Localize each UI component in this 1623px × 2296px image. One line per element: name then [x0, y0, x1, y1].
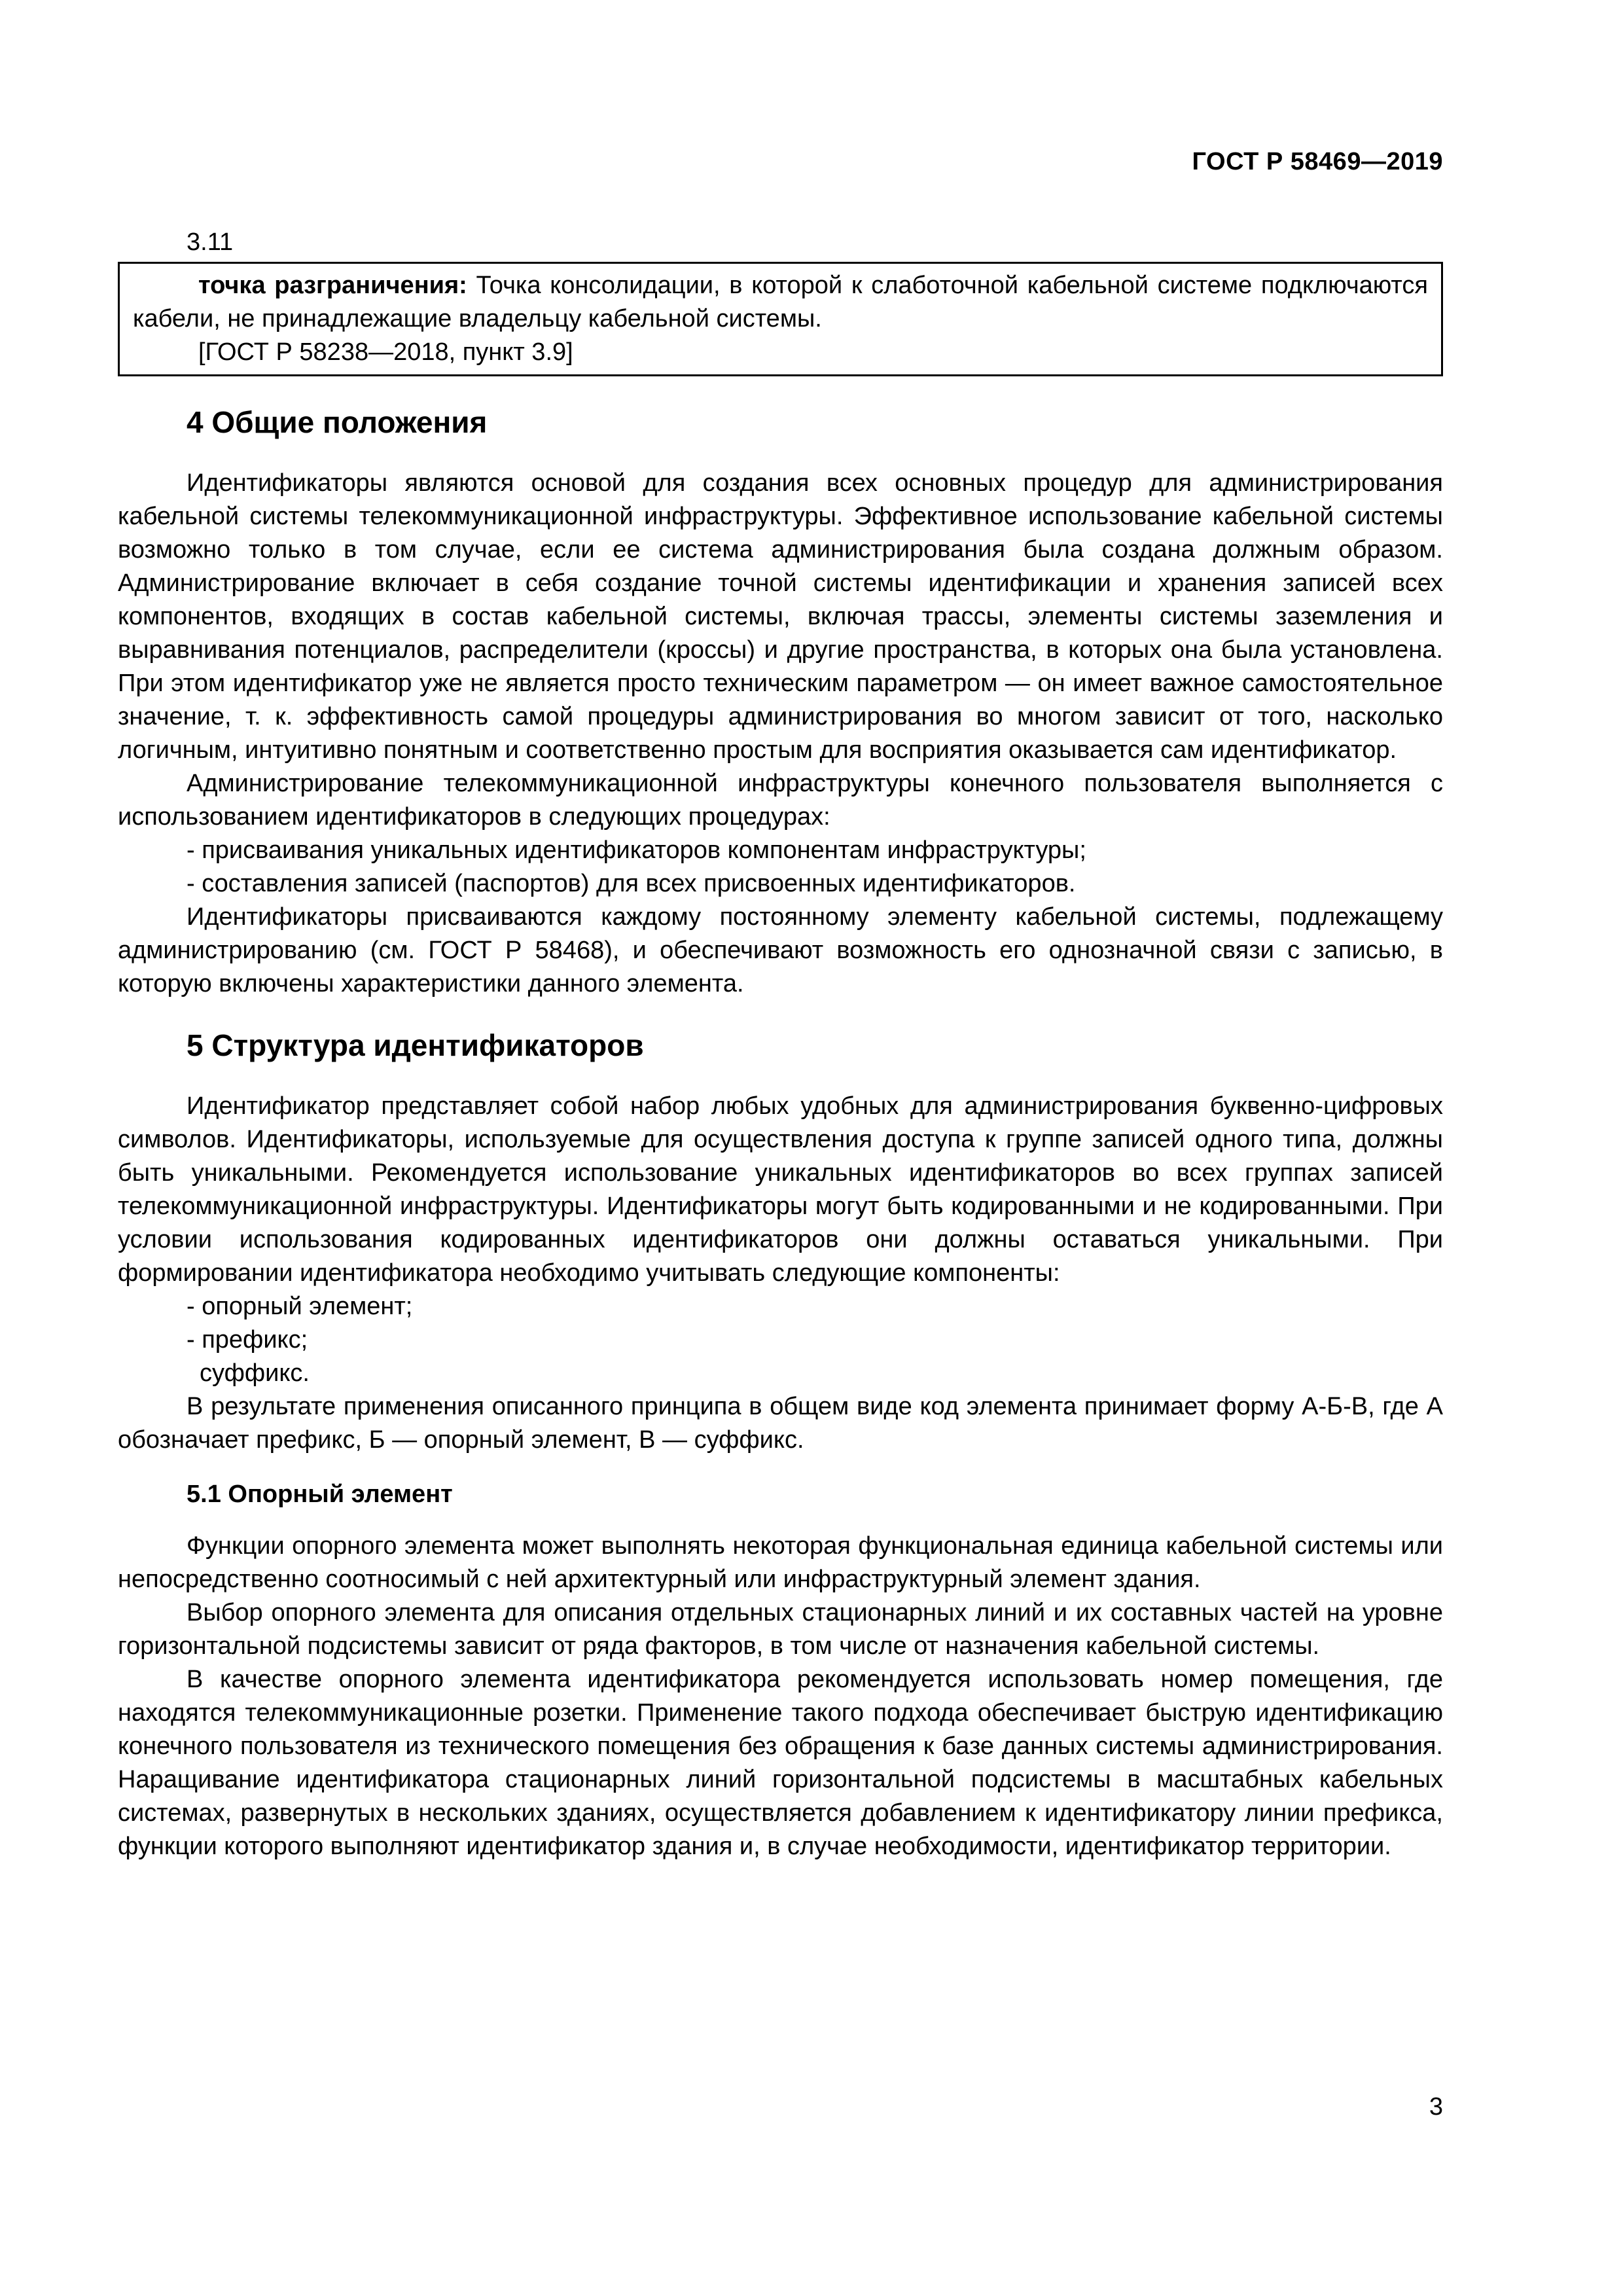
- term-number: 3.11: [187, 228, 234, 256]
- section-5-1-paragraph: Выбор опорного элемента для описания отдельных стационарных линий и их составных частей на уровне горизонтальной подсистемы зависит от ряда факторов, в том числе от назначения кабельной системы.: [118, 1599, 1443, 1660]
- list-item: - префикс;: [187, 1326, 308, 1354]
- list-item: - опорный элемент;: [187, 1293, 413, 1320]
- section-4-paragraph: Идентификаторы присваиваются каждому постоянному элементу кабельной системы, подлежащему администрированию (см. ГОСТ Р 58468), и обеспечивают возможность его однозначной связи с записью, в которую включены характеристики данного элемента.: [118, 903, 1443, 997]
- list-item: - присваивания уникальных идентификаторов компонентам инфраструктуры;: [187, 836, 1086, 864]
- page-number: 3: [1429, 2093, 1443, 2121]
- section-4-paragraph: Идентификаторы являются основой для создания всех основных процедур для администрирования кабельной системы телекоммуникационной инфраструктуры. Эффективное использование кабельной системы возможно только в том случае, если ее система администрирования была создана должным образом. Администрирование включает в себя создание точной системы идентификации и хранения записей всех компонентов, входящих в состав кабельной системы, включая трассы, элементы системы заземления и выравнивания потенциалов, распределители (кроссы) и другие пространства, в которых она была установлена. При этом идентификатор уже не является просто техническим параметром — он имеет важное самостоятельное значение, т. к. эффективность самой процедуры администрирования во многом зависит от того, насколько логичным, интуитивно понятным и соответственно простым для восприятия оказывается сам идентификатор.: [118, 469, 1443, 764]
- section-5-paragraph: В результате применения описанного принципа в общем виде код элемента принимает форму А-Б-В, где А обозначает префикс, Б — опорный элемент, В — суффикс.: [118, 1393, 1443, 1454]
- term-definition: [133, 269, 1428, 336]
- list-item: суффикс.: [200, 1359, 310, 1387]
- section-4-heading: 4 Общие положения: [187, 405, 488, 439]
- list-item: - составления записей (паспортов) для всех присвоенных идентификаторов.: [187, 870, 1076, 897]
- term-source: [ГОСТ Р 58238—2018, пункт 3.9]: [198, 338, 573, 366]
- section-5-1-paragraph: В качестве опорного элемента идентификатора рекомендуется использовать номер помещения, где находятся телекоммуникационные розетки. Применение такого подхода обеспечивает быструю идентификацию конечного пользователя из технического помещения без обращения к базе данных системы администрирования. Наращивание идентификатора стационарных линий горизонтальной подсистемы в масштабных кабельных системах, развернутых в нескольких зданиях, осуществляется добавлением к идентификатору линии префикса, функции которого выполняют идентификатор здания и, в случае необходимости, идентификатор территории.: [118, 1666, 1443, 1860]
- document-id-header: ГОСТ Р 58469—2019: [1192, 148, 1443, 175]
- section-5-paragraph: Идентификатор представляет собой набор любых удобных для администрирования буквенно-цифровых символов. Идентификаторы, используемые для осуществления доступа к группе записей одного типа, должны быть уникальными. Рекомендуется использование уникальных идентификаторов во всех группах записей телекоммуникационной инфраструктуры. Идентификаторы могут быть кодированными и не кодированными. При условии использования кодированных идентификаторов они должны оставаться уникальными. При формировании идентификатора необходимо учитывать следующие компоненты:: [118, 1092, 1443, 1287]
- page-content: [118, 226, 1443, 1863]
- term-definition-box: [118, 262, 1443, 376]
- section-4-paragraph: Администрирование телекоммуникационной инфраструктуры конечного пользователя выполняется с использованием идентификаторов в следующих процедурах:: [118, 770, 1443, 831]
- section-5-1-heading: 5.1 Опорный элемент: [187, 1480, 453, 1508]
- term-definition-text: Точка консолидации, в которой к слаботочной кабельной системе подключаются кабели, не принадлежащие владельцу кабельной системы.: [133, 272, 1428, 332]
- section-5-heading: 5 Структура идентификаторов: [187, 1028, 644, 1062]
- section-5-1-paragraph: Функции опорного элемента может выполнять некоторая функциональная единица кабельной системы или непосредственно соотносимый с ней архитектурный или инфраструктурный элемент здания.: [118, 1532, 1443, 1593]
- term-title: точка разграничения:: [198, 272, 467, 299]
